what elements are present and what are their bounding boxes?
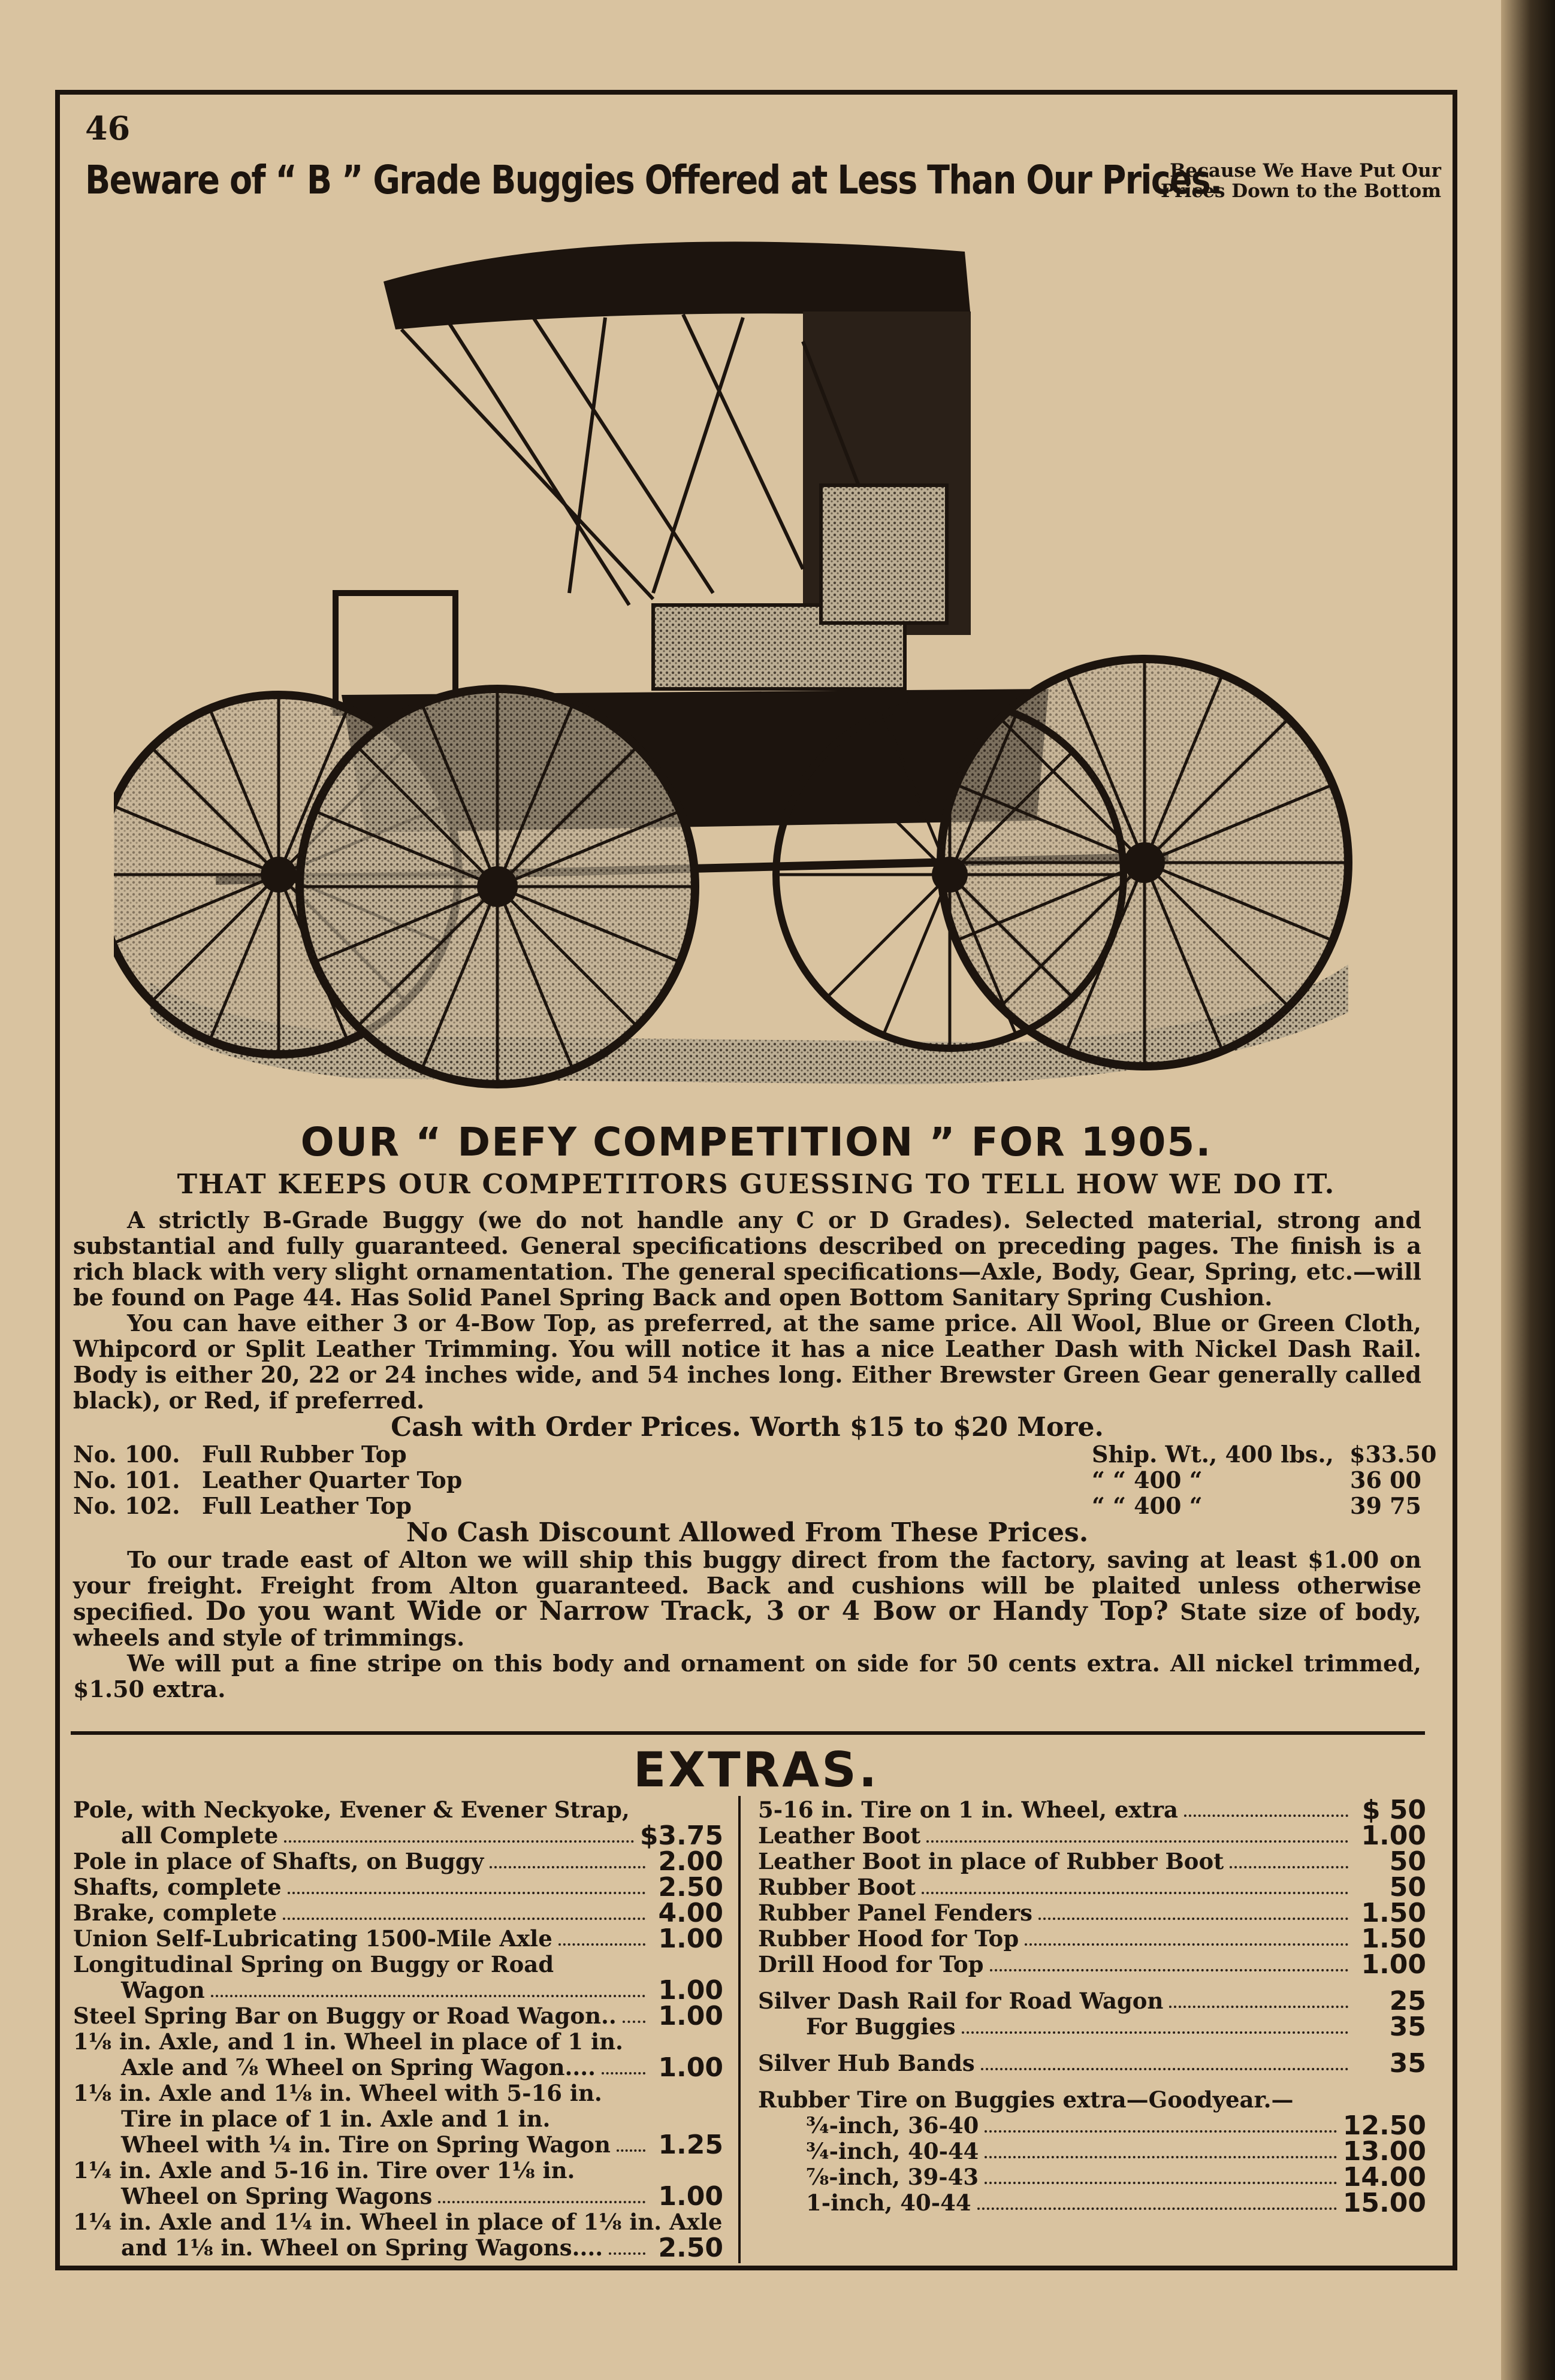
extras-item	[758, 1949, 1426, 1980]
extras-item-price: 2.50	[658, 1872, 723, 1903]
extras-item	[758, 2136, 1426, 2167]
extras-item	[73, 1926, 723, 1952]
extras-item-label: Wheel with ¼ in. Tire on Spring Wagon	[121, 2131, 611, 2158]
product-subtitle: THAT KEEPS OUR COMPETITORS GUESSING TO TELL HOW WE DO IT.	[177, 1168, 1336, 1200]
dot-leader	[922, 1892, 1348, 1894]
model-name: Full Leather Top	[202, 1493, 412, 1519]
extras-text-line: 1¼ in. Axle and 5-16 in. Tire over 1⅛ in.	[73, 2157, 575, 2184]
side-note-line: Because We Have Put Our	[1170, 160, 1441, 182]
model-price: $33.50	[1349, 1441, 1437, 1468]
dot-leader	[602, 2072, 645, 2074]
rear-wheel-right	[941, 659, 1348, 1066]
side-note-line: Prices Down to the Bottom	[1161, 180, 1441, 202]
extras-left-column	[73, 1797, 723, 2261]
extras-text-line: Rubber Tire on Buggies extra—Goodyear.—	[758, 2086, 1294, 2113]
extras-item	[73, 2132, 723, 2158]
spacer	[758, 2040, 1426, 2051]
dot-leader	[1038, 1918, 1348, 1920]
model-number: No. 101.	[73, 1466, 180, 1493]
extras-item-label: Pole in place of Shafts, on Buggy	[73, 1848, 484, 1874]
extras-item-price: 1.00	[658, 2181, 723, 2212]
extras-item-label: Wheel on Spring Wagons	[121, 2183, 433, 2209]
description-paragraph: A strictly B-Grade Buggy (we do not handle any C or D Grades). Selected material, strong and substantial and fully guaranteed. General specifications described on preceding pages. The finish is a rich black with very slight ornamentation. The general specifications—Axle, Body, Gear, Spring, etc.—will be found on Page 44. Has Solid Panel Spring Back and open Bottom Sanitary Spring Cushion.	[73, 1206, 1421, 1311]
extras-item-price: 50	[1389, 1872, 1426, 1903]
extras-item-label: Silver Dash Rail for Road Wagon	[758, 1988, 1164, 2014]
shipping-weight: “ “ 400 “	[1092, 1466, 1203, 1493]
price-row	[73, 1467, 1421, 1493]
extras-text-line: 1⅛ in. Axle and 1⅛ in. Wheel with 5-16 in.	[73, 2080, 602, 2106]
dot-leader	[962, 2031, 1348, 2034]
dot-leader	[985, 2182, 1337, 2184]
extras-item-label: Leather Boot	[758, 1822, 921, 1849]
extras-item-price: 12.50	[1342, 2110, 1426, 2141]
extras-item-price: 2.00	[658, 1846, 723, 1877]
extras-item	[758, 2190, 1426, 2216]
extras-item-price: 1.50	[1361, 1898, 1426, 1928]
extras-item	[758, 2110, 1426, 2141]
dot-leader	[1025, 1943, 1348, 1946]
extras-item-label: Rubber Hood for Top	[758, 1925, 1019, 1952]
shipping-paragraph	[73, 1547, 1421, 1650]
extras-item	[758, 1872, 1426, 1903]
extras-item-label: Union Self-Lubricating 1500-Mile Axle	[73, 1925, 552, 1952]
extras-item-price: 35	[1389, 2012, 1426, 2042]
extras-item-label: Silver Hub Bands	[758, 2050, 975, 2076]
extras-item	[758, 1900, 1426, 1926]
dot-leader	[284, 1840, 633, 1843]
extras-item-label: ⅞-inch, 39-43	[806, 2164, 979, 2190]
dot-leader	[558, 1943, 645, 1946]
extras-item-label: Steel Spring Bar on Buggy or Road Wagon..	[73, 2003, 617, 2029]
extras-item-label: Shafts, complete	[73, 1874, 282, 1900]
extras-item-price: 1.00	[1361, 1949, 1426, 1980]
extras-text-line: Tire in place of 1 in. Axle and 1 in.	[121, 2106, 551, 2132]
product-title: OUR “ DEFY COMPETITION ” FOR 1905.	[300, 1119, 1212, 1165]
dot-leader	[288, 1892, 645, 1894]
extras-item-price: 4.00	[658, 1898, 723, 1928]
extras-item-price: $ 50	[1361, 1795, 1426, 1825]
extras-right-column	[758, 1797, 1426, 2216]
extras-item	[73, 2052, 723, 2083]
dot-leader	[990, 1969, 1348, 1971]
extras-item-label: Leather Boot in place of Rubber Boot	[758, 1848, 1224, 1874]
extras-item-price: 1.50	[1361, 1924, 1426, 1954]
extras-item	[73, 1975, 723, 2006]
extras-item-price: 35	[1389, 2048, 1426, 2079]
extras-item-price: 1.00	[658, 1975, 723, 2006]
description-paragraph: You can have either 3 or 4-Bow Top, as preferred, at the same price. All Wool, Blue or Green Cloth, Whipcord or Split Leather Trimming. You will notice it has a nice Leather Dash with Nickel Dash Rail. Body is either 20, 22 or 24 inches wide, and 54 inches long. Either Brewster Green Gear generally called black), or Red, if preferred.	[73, 1310, 1421, 1414]
shipping-weight: “ “ 400 “	[1092, 1492, 1203, 1519]
dot-leader	[609, 2252, 645, 2255]
dot-leader	[617, 2149, 645, 2152]
buggy-illustration	[114, 234, 1420, 1114]
extras-item-label: Brake, complete	[73, 1900, 277, 1926]
extras-text-line: 1⅛ in. Axle, and 1 in. Wheel in place of 1 in.	[73, 2028, 623, 2055]
extras-item-price: 13.00	[1342, 2136, 1426, 2167]
side-note	[1118, 161, 1441, 201]
dot-leader	[1184, 1815, 1348, 1817]
extras-item-price: 1.00	[658, 2052, 723, 2083]
extras-item	[73, 1872, 723, 1903]
extras-item	[73, 1820, 723, 1851]
dot-leader	[211, 1995, 645, 1997]
dot-leader	[985, 2130, 1336, 2133]
extras-item-label: and 1⅛ in. Wheel on Spring Wagons....	[121, 2234, 603, 2261]
extras-text-line: 1¼ in. Axle and 1¼ in. Wheel in place of 1⅛ in. Axle	[73, 2209, 723, 2235]
shipping-weight: Ship. Wt., 400 lbs.,	[1092, 1441, 1334, 1468]
extras-item	[758, 1820, 1426, 1851]
price-row	[73, 1493, 1421, 1519]
extras-item-price: $3.75	[639, 1820, 723, 1851]
column-divider	[738, 1796, 741, 2263]
extras-item-price: 1.00	[658, 1924, 723, 1954]
extras-item-price: 14.00	[1342, 2162, 1426, 2192]
extras-item-price: 1.25	[658, 2130, 723, 2160]
extras-item	[73, 2235, 723, 2261]
model-price: 36 00	[1350, 1466, 1421, 1493]
extras-item	[758, 2048, 1426, 2079]
dot-leader	[1169, 2006, 1348, 2008]
extras-item-price: 50	[1389, 1846, 1426, 1877]
description-block	[73, 1206, 1437, 1702]
extras-item-price: 1.00	[1361, 1820, 1426, 1851]
dot-leader	[981, 2068, 1348, 2070]
extras-item-label: ¾-inch, 40-44	[806, 2138, 979, 2164]
extras-item-label: 5-16 in. Tire on 1 in. Wheel, extra	[758, 1797, 1179, 1823]
extras-item-label: Axle and ⅞ Wheel on Spring Wagon....	[121, 2054, 596, 2080]
extras-item	[758, 1926, 1426, 1952]
model-price: 39 75	[1350, 1492, 1421, 1519]
extras-title: EXTRAS.	[633, 1742, 880, 1798]
section-divider	[71, 1731, 1425, 1735]
extras-item-label: 1-inch, 40-44	[806, 2190, 971, 2216]
extras-item	[73, 1900, 723, 1926]
dot-leader	[926, 1840, 1348, 1843]
extras-item-label: Wagon	[121, 1977, 205, 2003]
model-name: Leather Quarter Top	[202, 1467, 463, 1493]
extras-item-label: Rubber Panel Fenders	[758, 1900, 1032, 1926]
extras-item-label: Drill Hood for Top	[758, 1951, 984, 1977]
options-instruction: State size of body, wheels and style of trimmings.	[73, 1598, 1421, 1651]
extras-item	[73, 2181, 723, 2212]
model-name: Full Rubber Top	[202, 1441, 407, 1467]
options-question: Do you want Wide or Narrow Track, 3 or 4 Bow or Handy Top?	[205, 1596, 1168, 1626]
extras-text-line: Longitudinal Spring on Buggy or Road	[73, 1951, 554, 1977]
extras-item-price: 25	[1389, 1986, 1426, 2016]
price-row	[73, 1441, 1437, 1468]
extras-item-price: 2.50	[658, 2233, 723, 2263]
stripe-paragraph: We will put a fine stripe on this body and ornament on side for 50 cents extra. All nickel trimmed, $1.50 extra.	[73, 1650, 1421, 1702]
headline: Beware of “ B ” Grade Buggies Offered at Less Than Our Prices.	[85, 157, 1222, 203]
dot-leader	[985, 2156, 1336, 2158]
extras-text-line: Pole, with Neckyoke, Evener & Evener Strap,	[73, 1797, 630, 1823]
dot-leader	[490, 1866, 645, 1868]
extras-item	[758, 1797, 1426, 1823]
extras-item	[73, 1846, 723, 1877]
extras-item-label: ¾-inch, 36-40	[806, 2112, 979, 2139]
cash-heading: Cash with Order Prices. Worth $15 to $20 More.	[391, 1412, 1104, 1442]
model-number: No. 100.	[73, 1441, 180, 1468]
extras-item-label: For Buggies	[806, 2013, 956, 2040]
shipping-text: To our trade east of Alton we will ship this buggy direct from the factory, saving at least $1.00 on your freight. Freight from Alton guaranteed. Back and cushions will be plaited unless otherwise specified.	[73, 1546, 1421, 1625]
spacer	[758, 2076, 1426, 2087]
book-spine-shadow	[1501, 0, 1555, 2380]
seat-back	[821, 485, 947, 623]
extras-item	[73, 2003, 723, 2029]
dot-leader	[977, 2207, 1337, 2210]
extras-item	[758, 1846, 1426, 1877]
extras-item	[758, 2164, 1426, 2190]
dot-leader	[623, 2021, 645, 2023]
extras-item	[758, 1988, 1426, 2014]
front-wheel-left	[300, 689, 695, 1084]
page-number: 46	[85, 109, 131, 147]
model-number: No. 102.	[73, 1492, 180, 1519]
dot-leader	[283, 1918, 645, 1920]
extras-item-price: 15.00	[1342, 2188, 1426, 2218]
extras-item	[758, 2014, 1426, 2040]
dot-leader	[438, 2201, 645, 2203]
no-discount-notice: No Cash Discount Allowed From These Prices.	[406, 1517, 1089, 1548]
dot-leader	[1230, 1866, 1348, 1868]
spacer	[758, 1977, 1426, 1988]
extras-item-label: Rubber Boot	[758, 1874, 916, 1900]
front-wheel-right	[776, 701, 1124, 1048]
extras-item-price: 1.00	[658, 2001, 723, 2031]
extras-item-label: all Complete	[121, 1822, 279, 1849]
